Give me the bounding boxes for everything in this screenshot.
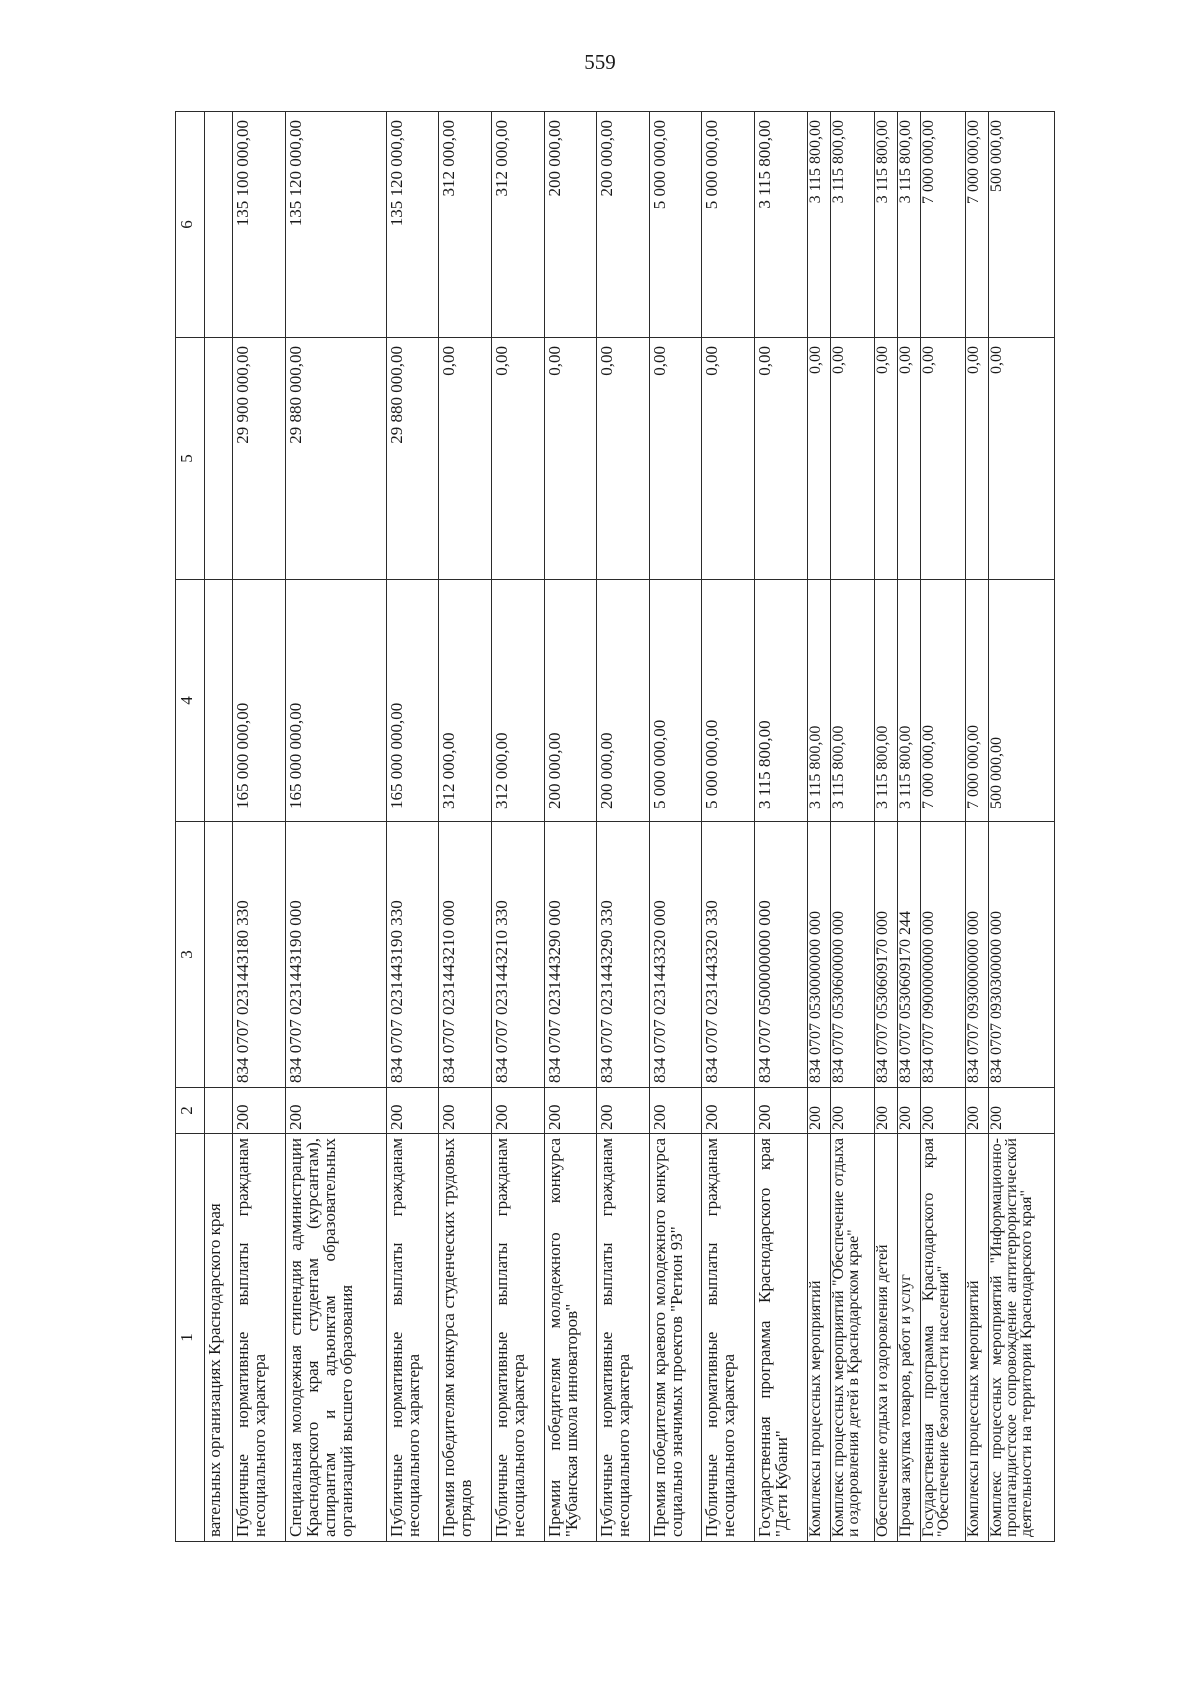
table-row <box>233 112 286 1542</box>
row-name: Премия победителям краевого молодежного конкурса социально значимых проектов "Регион 93" <box>649 1134 702 1542</box>
row-col2: 200 <box>544 1088 597 1134</box>
table-row <box>754 112 807 1542</box>
row-value-col4: 3 115 800,00 <box>898 580 921 822</box>
table-row <box>875 112 898 1542</box>
row-value-col6: 135 120 000,00 <box>286 112 387 338</box>
row-name: Комплексы процессных мероприятий <box>807 1134 830 1542</box>
header-col-5: 5 <box>176 338 205 580</box>
row-code: 834 0707 0930000000 000 <box>965 822 988 1088</box>
row-value-col4: 7 000 000,00 <box>921 580 966 822</box>
row-value-col5: 0,00 <box>492 338 545 580</box>
row-value-col6: 3 115 800,00 <box>898 112 921 338</box>
row-code: 834 0707 0231443190 330 <box>386 822 439 1088</box>
row-code: 834 0707 0231443190 000 <box>286 822 387 1088</box>
row-value-col5: 0,00 <box>649 338 702 580</box>
table-row <box>597 112 650 1542</box>
row-value-col4: 5 000 000,00 <box>649 580 702 822</box>
row-value-col6: 5 000 000,00 <box>702 112 755 338</box>
row-value-col5: 0,00 <box>921 338 966 580</box>
row-col2: 200 <box>439 1088 492 1134</box>
page-number: 559 <box>584 50 616 74</box>
row-value-col4: 3 115 800,00 <box>754 580 807 822</box>
row-col2: 200 <box>233 1088 286 1134</box>
row-value-col5: 0,00 <box>830 338 875 580</box>
budget-table <box>175 111 1055 1542</box>
row-code: 834 0707 0530609170 000 <box>875 822 898 1088</box>
row-name: Комплексы процессных мероприятий <box>965 1134 988 1542</box>
row-value-col4: 200 000,00 <box>544 580 597 822</box>
row-name: Публичные нормативные выплаты гражданам несоциального характера <box>492 1134 545 1542</box>
row-col2 <box>205 1088 233 1134</box>
table-row <box>921 112 966 1542</box>
row-value-col5: 0,00 <box>988 338 1054 580</box>
row-value-col6: 3 115 800,00 <box>807 112 830 338</box>
table-row <box>898 112 921 1542</box>
row-col2: 200 <box>702 1088 755 1134</box>
row-value-col6: 3 115 800,00 <box>754 112 807 338</box>
row-code: 834 0707 0231443210 330 <box>492 822 545 1088</box>
header-col-1: 1 <box>176 1134 205 1542</box>
table-row <box>702 112 755 1542</box>
row-name: Комплекс процессных мероприятий "Обеспечение отдыха и оздоровления детей в Краснодарском крае" <box>830 1134 875 1542</box>
table-row <box>965 112 988 1542</box>
row-value-col4: 5 000 000,00 <box>702 580 755 822</box>
row-name: Государственная программа Краснодарского края "Обеспечение безопасности населения" <box>921 1134 966 1542</box>
row-value-col6: 312 000,00 <box>492 112 545 338</box>
row-code: 834 0707 0231443290 000 <box>544 822 597 1088</box>
row-value-col4: 3 115 800,00 <box>875 580 898 822</box>
row-col2: 200 <box>965 1088 988 1134</box>
row-value-col6: 500 000,00 <box>988 112 1054 338</box>
row-value-col6: 200 000,00 <box>544 112 597 338</box>
row-code: 834 0707 0900000000 000 <box>921 822 966 1088</box>
row-value-col4: 165 000 000,00 <box>286 580 387 822</box>
row-value-col4: 3 115 800,00 <box>830 580 875 822</box>
row-col2: 200 <box>597 1088 650 1134</box>
row-value-col6 <box>205 112 233 338</box>
header-row <box>176 112 205 1542</box>
row-col2: 200 <box>988 1088 1054 1134</box>
row-code <box>205 822 233 1088</box>
row-value-col5: 0,00 <box>875 338 898 580</box>
row-name: Публичные нормативные выплаты гражданам несоциального характера <box>597 1134 650 1542</box>
row-code: 834 0707 0500000000 000 <box>754 822 807 1088</box>
table-row <box>286 112 387 1542</box>
row-value-col6: 3 115 800,00 <box>875 112 898 338</box>
row-value-col5 <box>205 338 233 580</box>
table-row <box>807 112 830 1542</box>
row-code: 834 0707 0530600000 000 <box>830 822 875 1088</box>
table-row <box>830 112 875 1542</box>
row-name: Специальная молодежная стипендия администрации Краснодарского края студентам (курсантам), аспирантам и адъюнктам образовательных организаций высшего образования <box>286 1134 387 1542</box>
row-name: Обеспечение отдыха и оздоровления детей <box>875 1134 898 1542</box>
row-value-col4: 165 000 000,00 <box>386 580 439 822</box>
row-col2: 200 <box>875 1088 898 1134</box>
row-col2: 200 <box>286 1088 387 1134</box>
row-name: вательных организациях Краснодарского края <box>205 1134 233 1542</box>
row-value-col4: 312 000,00 <box>439 580 492 822</box>
row-value-col5: 0,00 <box>965 338 988 580</box>
row-value-col6: 3 115 800,00 <box>830 112 875 338</box>
row-name: Государственная программа Краснодарского края "Дети Кубани" <box>754 1134 807 1542</box>
table-row <box>649 112 702 1542</box>
row-col2: 200 <box>830 1088 875 1134</box>
row-name: Публичные нормативные выплаты гражданам несоциального характера <box>233 1134 286 1542</box>
row-name: Публичные нормативные выплаты гражданам несоциального характера <box>702 1134 755 1542</box>
row-col2: 200 <box>898 1088 921 1134</box>
row-value-col6: 200 000,00 <box>597 112 650 338</box>
table-row <box>205 112 233 1542</box>
table-row <box>386 112 439 1542</box>
row-name: Комплекс процессных мероприятий "Информационно-пропагандистское сопровождение антитеррористической деятельности на территории Краснодарского края" <box>988 1134 1054 1542</box>
row-value-col5: 29 880 000,00 <box>386 338 439 580</box>
row-name: Премии победителям молодежного конкурса "Кубанская школа инноваторов" <box>544 1134 597 1542</box>
row-col2: 200 <box>921 1088 966 1134</box>
table-row <box>988 112 1054 1542</box>
header-col-3: 3 <box>176 822 205 1088</box>
row-value-col5: 0,00 <box>544 338 597 580</box>
rotated-table-container <box>175 112 1055 1542</box>
row-value-col4 <box>205 580 233 822</box>
row-value-col4: 7 000 000,00 <box>965 580 988 822</box>
row-value-col4: 500 000,00 <box>988 580 1054 822</box>
row-value-col5: 29 880 000,00 <box>286 338 387 580</box>
row-value-col5: 0,00 <box>807 338 830 580</box>
row-code: 834 0707 0231443210 000 <box>439 822 492 1088</box>
row-name: Премия победителям конкурса студенческих трудовых отрядов <box>439 1134 492 1542</box>
row-value-col5: 29 900 000,00 <box>233 338 286 580</box>
row-col2: 200 <box>754 1088 807 1134</box>
row-col2: 200 <box>807 1088 830 1134</box>
row-code: 834 0707 0530000000 000 <box>807 822 830 1088</box>
row-value-col5: 0,00 <box>597 338 650 580</box>
row-value-col5: 0,00 <box>754 338 807 580</box>
row-code: 834 0707 0231443320 000 <box>649 822 702 1088</box>
table-body <box>205 112 1055 1542</box>
header-col-6: 6 <box>176 112 205 338</box>
row-code: 834 0707 0530609170 244 <box>898 822 921 1088</box>
row-value-col6: 5 000 000,00 <box>649 112 702 338</box>
row-value-col5: 0,00 <box>702 338 755 580</box>
table-row <box>492 112 545 1542</box>
row-col2: 200 <box>492 1088 545 1134</box>
row-col2: 200 <box>649 1088 702 1134</box>
table-row <box>544 112 597 1542</box>
table-row <box>439 112 492 1542</box>
row-value-col4: 3 115 800,00 <box>807 580 830 822</box>
row-value-col5: 0,00 <box>439 338 492 580</box>
row-value-col5: 0,00 <box>898 338 921 580</box>
row-code: 834 0707 0231443290 330 <box>597 822 650 1088</box>
row-value-col6: 312 000,00 <box>439 112 492 338</box>
row-value-col6: 7 000 000,00 <box>921 112 966 338</box>
row-value-col4: 200 000,00 <box>597 580 650 822</box>
row-name: Прочая закупка товаров, работ и услуг <box>898 1134 921 1542</box>
header-col-4: 4 <box>176 580 205 822</box>
row-value-col6: 135 120 000,00 <box>386 112 439 338</box>
header-col-2: 2 <box>176 1088 205 1134</box>
row-value-col4: 165 000 000,00 <box>233 580 286 822</box>
row-name: Публичные нормативные выплаты гражданам несоциального характера <box>386 1134 439 1542</box>
row-value-col4: 312 000,00 <box>492 580 545 822</box>
row-value-col6: 135 100 000,00 <box>233 112 286 338</box>
row-code: 834 0707 0231443320 330 <box>702 822 755 1088</box>
row-col2: 200 <box>386 1088 439 1134</box>
row-code: 834 0707 0231443180 330 <box>233 822 286 1088</box>
row-value-col6: 7 000 000,00 <box>965 112 988 338</box>
row-code: 834 0707 0930300000 000 <box>988 822 1054 1088</box>
